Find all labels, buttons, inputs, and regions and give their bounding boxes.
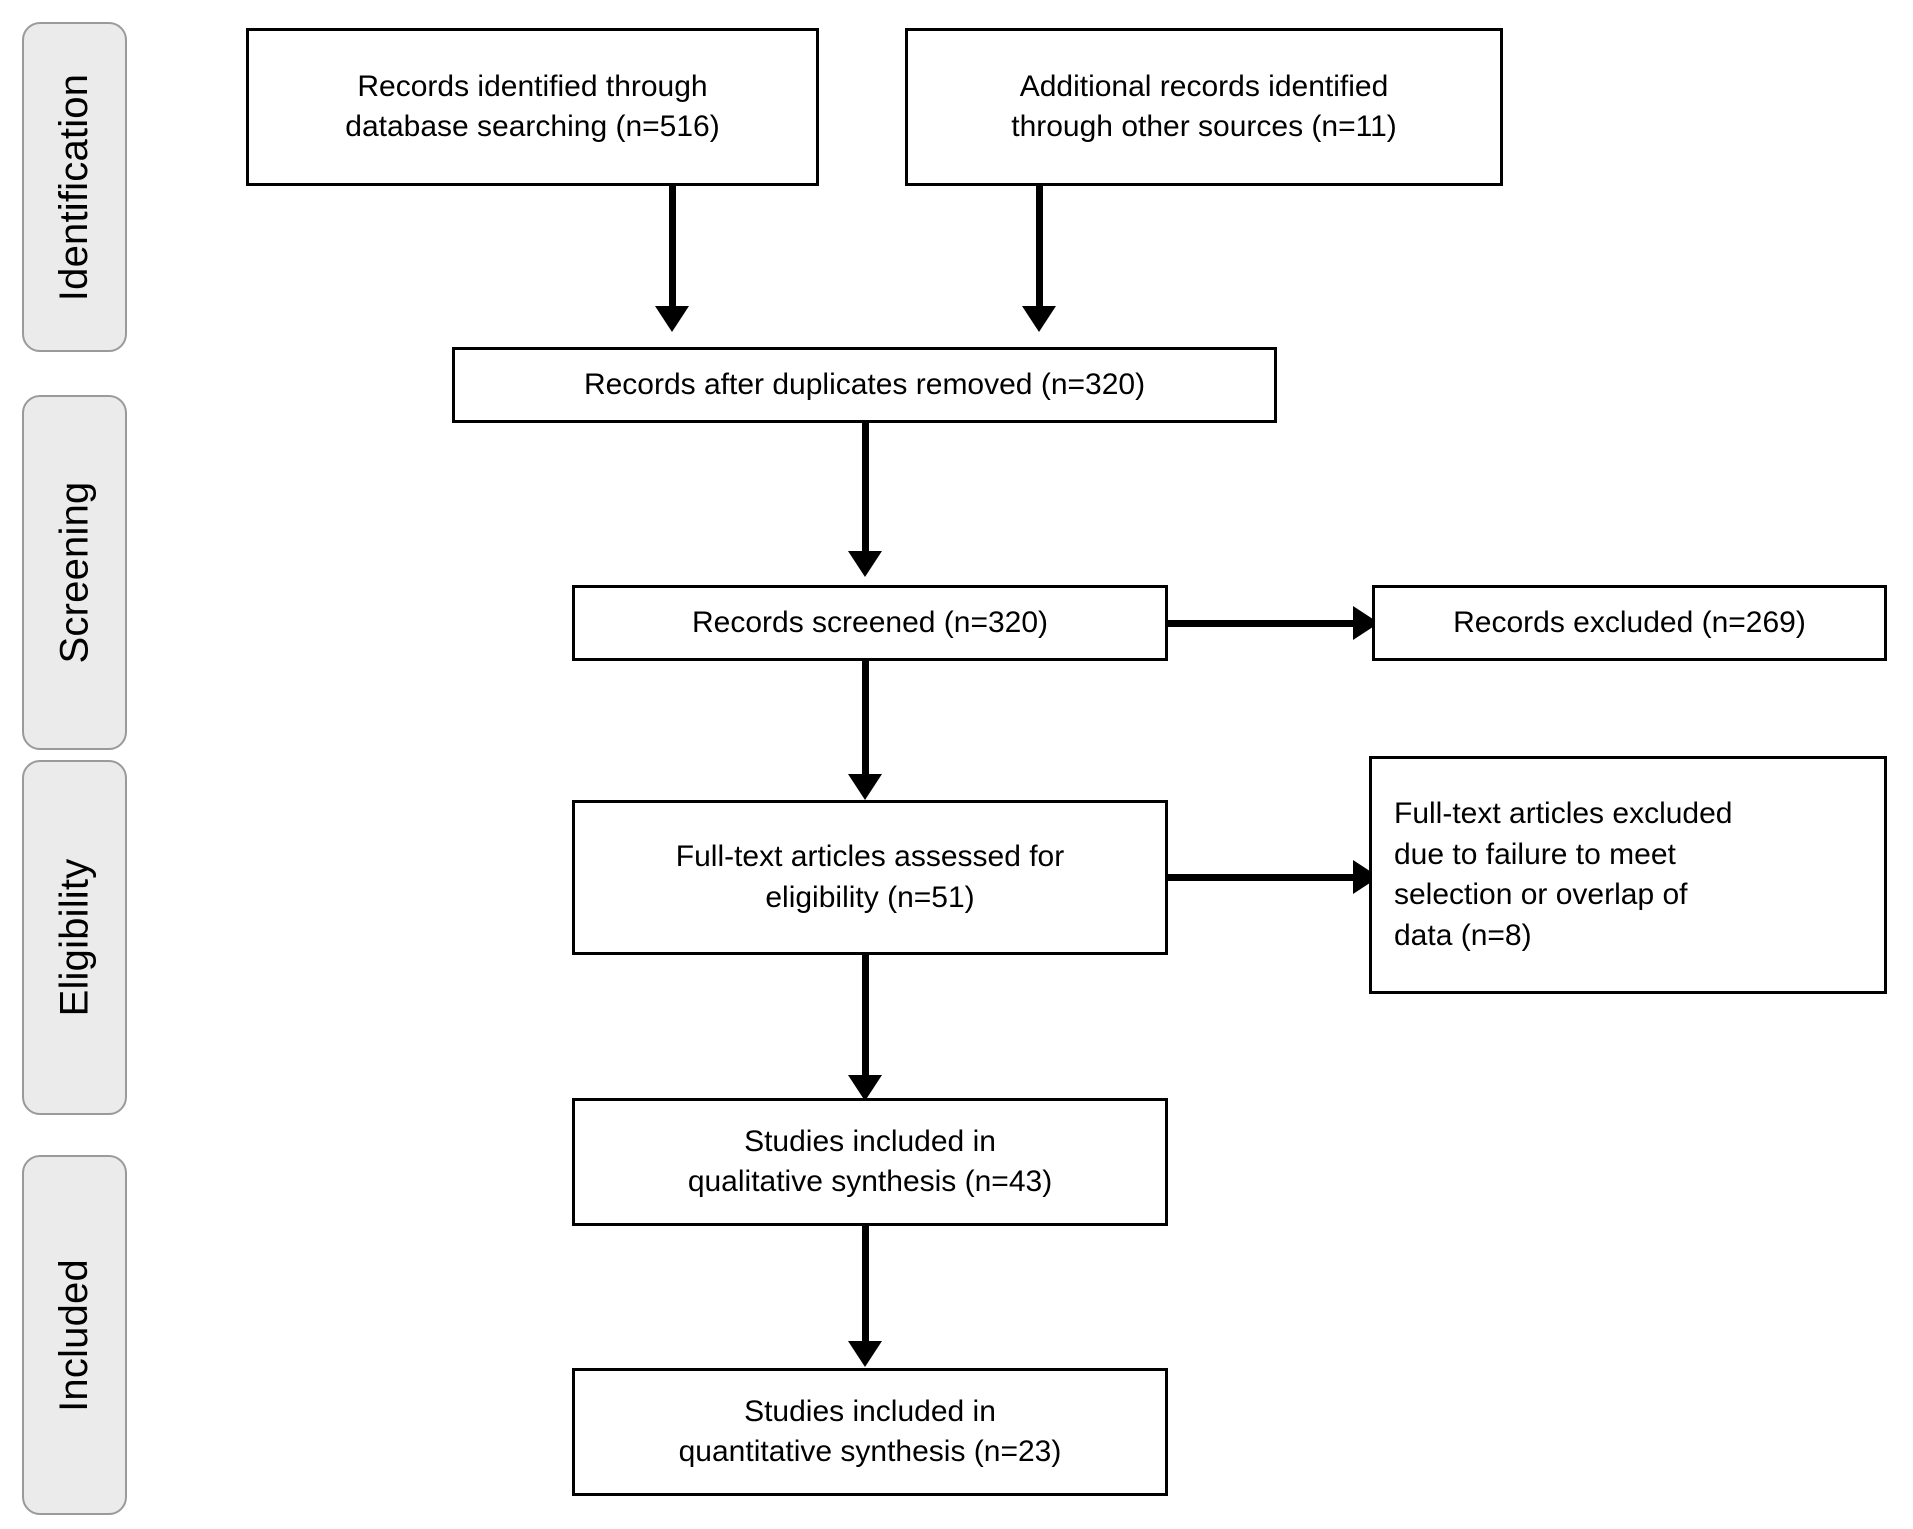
box-fulltext-assessed <box>572 800 1168 955</box>
box-fulltext-assessed-line1: Full-text articles assessed for <box>675 840 1065 873</box>
box-records-screened-text: Records screened (n=320) <box>691 605 1049 639</box>
box-records-database-searching <box>246 28 819 186</box>
box-quantitative-synthesis-line2: quantitative synthesis (n=23) <box>678 1435 1062 1468</box>
arrow-screened-to-fulltext <box>862 661 869 774</box>
box-records-database-searching-line1: Records identified through <box>357 69 708 103</box>
phase-label-eligibility-text: Eligibility <box>52 858 96 1017</box>
box-fulltext-excluded-line4: data (n=8) <box>1394 918 1532 952</box>
phase-label-included-text: Included <box>52 1258 96 1412</box>
box-qualitative-synthesis-line1: Studies included in <box>744 1124 996 1158</box>
phase-label-screening <box>22 395 127 750</box>
arrow-screened-to-fulltext-head <box>848 774 882 800</box>
box-records-excluded-text: Records excluded (n=269) <box>1453 605 1806 639</box>
arrow-duplicates-to-screened <box>862 423 869 551</box>
phase-label-identification <box>22 22 127 352</box>
arrow-screened-to-excluded <box>1168 620 1353 627</box>
box-fulltext-excluded <box>1369 756 1887 994</box>
box-additional-records-other-sources <box>905 28 1503 186</box>
arrow-database-to-duplicates-head <box>655 306 689 332</box>
arrow-duplicates-to-screened-head <box>848 551 882 577</box>
box-additional-records-line2: through other sources (n=11) <box>1011 110 1397 143</box>
box-records-after-duplicates-removed <box>452 347 1277 423</box>
phase-label-included <box>22 1155 127 1515</box>
arrow-qualitative-to-quantitative-head <box>848 1341 882 1367</box>
box-quantitative-synthesis-line1: Studies included in <box>744 1394 996 1428</box>
box-quantitative-synthesis <box>572 1368 1168 1496</box>
box-qualitative-synthesis-line2: qualitative synthesis (n=43) <box>687 1165 1053 1198</box>
box-fulltext-assessed-line2: eligibility (n=51) <box>765 880 975 914</box>
arrow-qualitative-to-quantitative <box>862 1226 869 1341</box>
box-qualitative-synthesis <box>572 1098 1168 1226</box>
arrow-database-to-duplicates <box>669 186 676 306</box>
box-records-database-searching-line2: database searching (n=516) <box>345 110 720 143</box>
box-additional-records-line1: Additional records identified <box>1019 69 1389 103</box>
phase-label-eligibility <box>22 760 127 1115</box>
box-records-screened <box>572 585 1168 661</box>
box-fulltext-excluded-line1: Full-text articles excluded <box>1394 797 1733 830</box>
arrow-fulltext-to-qualitative <box>862 955 869 1075</box>
phase-label-screening-text: Screening <box>52 481 97 664</box>
box-fulltext-excluded-line3: selection or overlap of <box>1394 878 1688 911</box>
box-fulltext-excluded-line2: due to failure to meet <box>1394 837 1676 871</box>
box-records-after-duplicates-removed-text: Records after duplicates removed (n=320) <box>583 367 1146 401</box>
arrow-other-to-duplicates <box>1036 186 1043 306</box>
arrow-fulltext-to-excluded <box>1168 874 1353 881</box>
box-records-excluded <box>1372 585 1887 661</box>
phase-label-identification-text: Identification <box>52 73 97 301</box>
arrow-other-to-duplicates-head <box>1022 306 1056 332</box>
